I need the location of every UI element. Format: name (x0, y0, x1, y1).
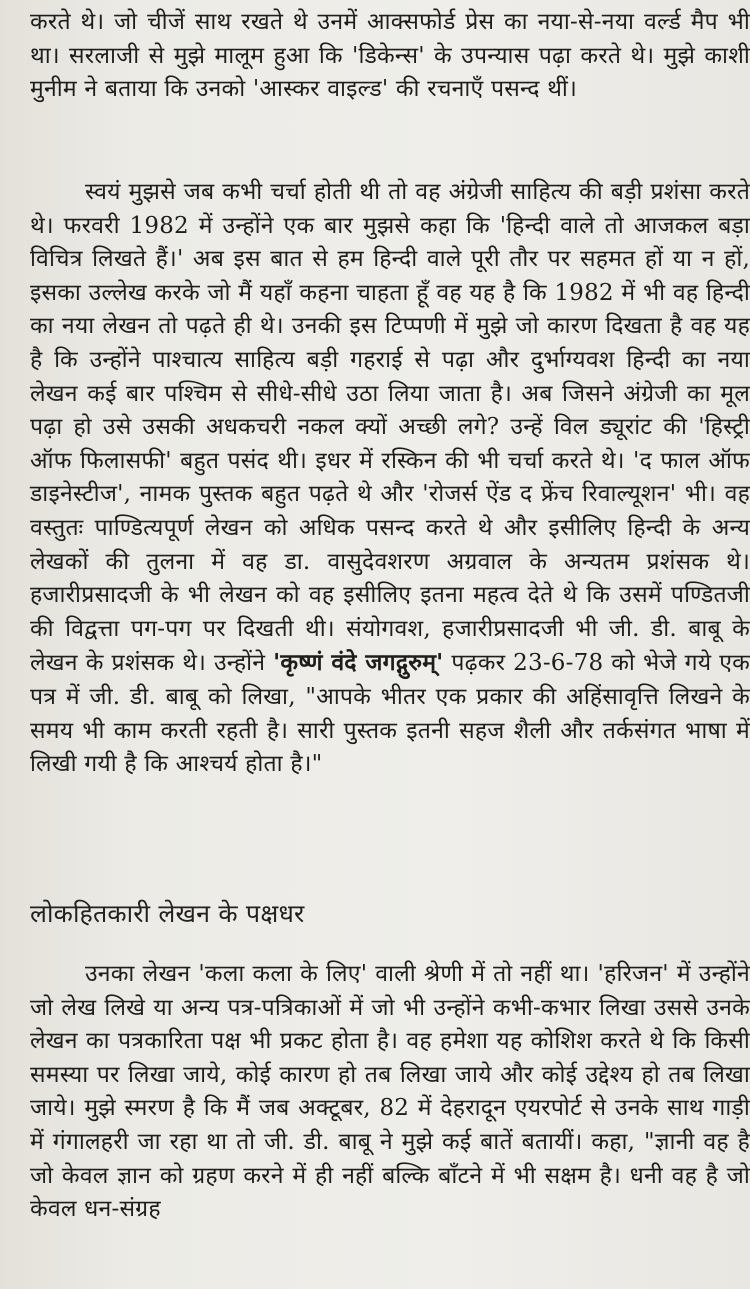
paragraph-2-text (30, 176, 750, 782)
section-heading-text: लोकहितकारी लेखन के पक्षधर (30, 899, 305, 928)
paragraph-3-text: उनका लेखन 'कला कला के लिए' वाली श्रेणी में तो नहीं था। 'हरिजन' में उन्होंने जो लेख लिखे या अन्य पत्र-पत्रिकाओं में जो भी उन्होंने कभी-कभार लिखा उससे उनके लेखन का पत्रकारिता पक्ष भी प्रकट होता है। वह हमेशा यह कोशिश करते थे कि किसी समस्या पर लिखा जाये, कोई कारण हो तब लिखा जाये और कोई उद्देश्य हो तब लिखा जाये। मुझे स्मरण है कि मैं जब अक्टूबर, 82 में देहरादून एयरपोर्ट से उनके साथ गाड़ी में गंगालहरी जा रहा था तो जी. डी. बाबू ने मुझे कई बातें बतायीं। कहा, "ज्ञानी वह है जो केवल ज्ञान को ग्रहण करने में ही नहीं बल्कि बाँटने में भी सक्षम है। धनी वह है जो केवल धन-संग्रह (30, 961, 750, 1223)
paragraph-1-text: करते थे। जो चीजें साथ रखते थे उनमें आक्सफोर्ड प्रेस का नया-से-नया वर्ल्ड मैप भी था। सरलाजी से मुझे मालूम हुआ कि 'डिकेन्स' के उपन्यास पढ़ा करते थे। मुझे काशी मुनीम ने बताया कि उनको 'आस्कर वाइल्ड' की रचनाएँ पसन्द थीं। (30, 9, 750, 103)
section-heading (30, 897, 750, 931)
paragraph-2-part-2: पढ़कर 23-6-78 को भेजे गये एक पत्र में जी. डी. बाबू को लिखा, "आपके भीतर एक प्रकार की अहिंसावृत्ति लिखने के समय भी काम करती रहती है। सारी पुस्तक इतनी सहज शैली और तर्कसंगत भाषा में लिखी गयी है कि आश्चर्य होता है।" (30, 650, 750, 778)
paragraph-1 (30, 6, 750, 107)
paragraph-3 (30, 958, 750, 1227)
book-title-bold: 'कृष्णं वंदे जगद्गुरुम्' (273, 649, 444, 677)
paragraph-2 (30, 176, 750, 782)
paragraph-2-part-1: स्वयं मुझसे जब कभी चर्चा होती थी तो वह अंग्रेजी साहित्य की बड़ी प्रशंसा करते थे। फरवरी 1982 में उन्होंने एक बार मुझसे कहा कि 'हिन्दी वाले तो आजकल बड़ा विचित्र लिखते हैं।' अब इस बात से हम हिन्दी वाले पूरी तौर पर सहमत हों या न हों, इसका उल्लेख करके जो मैं यहाँ कहना चाहता हूँ वह यह है कि 1982 में भी वह हिन्दी का नया लेखन तो पढ़ते ही थे। उनकी इस टिप्पणी में मुझे जो कारण दिखता है वह यह है कि उन्होंने पाश्चात्य साहित्य बड़ी गहराई से पढ़ा और दुर्भाग्यवश हिन्दी का नया लेखन कई बार पश्चिम से सीधे-सीधे उठा लिया जाता है। अब जिसने अंग्रेजी का मूल पढ़ा हो उसे उसकी अधकचरी नकल क्यों अच्छी लगे? उन्हें विल ड्यूरांट की 'हिस्ट्री ऑफ फिलासफी' बहुत पसंद थी। इधर में रस्किन की भी चर्चा करते थे। 'द फाल ऑफ डाइनेस्टीज', नामक पुस्तक बहुत पढ़ते थे और 'रोजर्स ऐंड द फ्रेंच रिवाल्यूशन' भी। वह वस्तुतः पाण्डित्यपूर्ण लेखन को अधिक पसन्द करते थे और इसीलिए हिन्दी के अन्य लेखकों की तुलना में वह डा. वासुदेवशरण अग्रवाल के अन्यतम प्रशंसक थे। हजारीप्रसादजी के भी लेखन को वह इसीलिए इतना महत्व देते थे कि उसमें पण्डितजी की विद्वत्ता पग-पग पर दिखती थी। संयोगवश, हजारीप्रसादजी भी जी. डी. बाबू के लेखन के प्रशंसक थे। उन्होंने (30, 179, 750, 677)
